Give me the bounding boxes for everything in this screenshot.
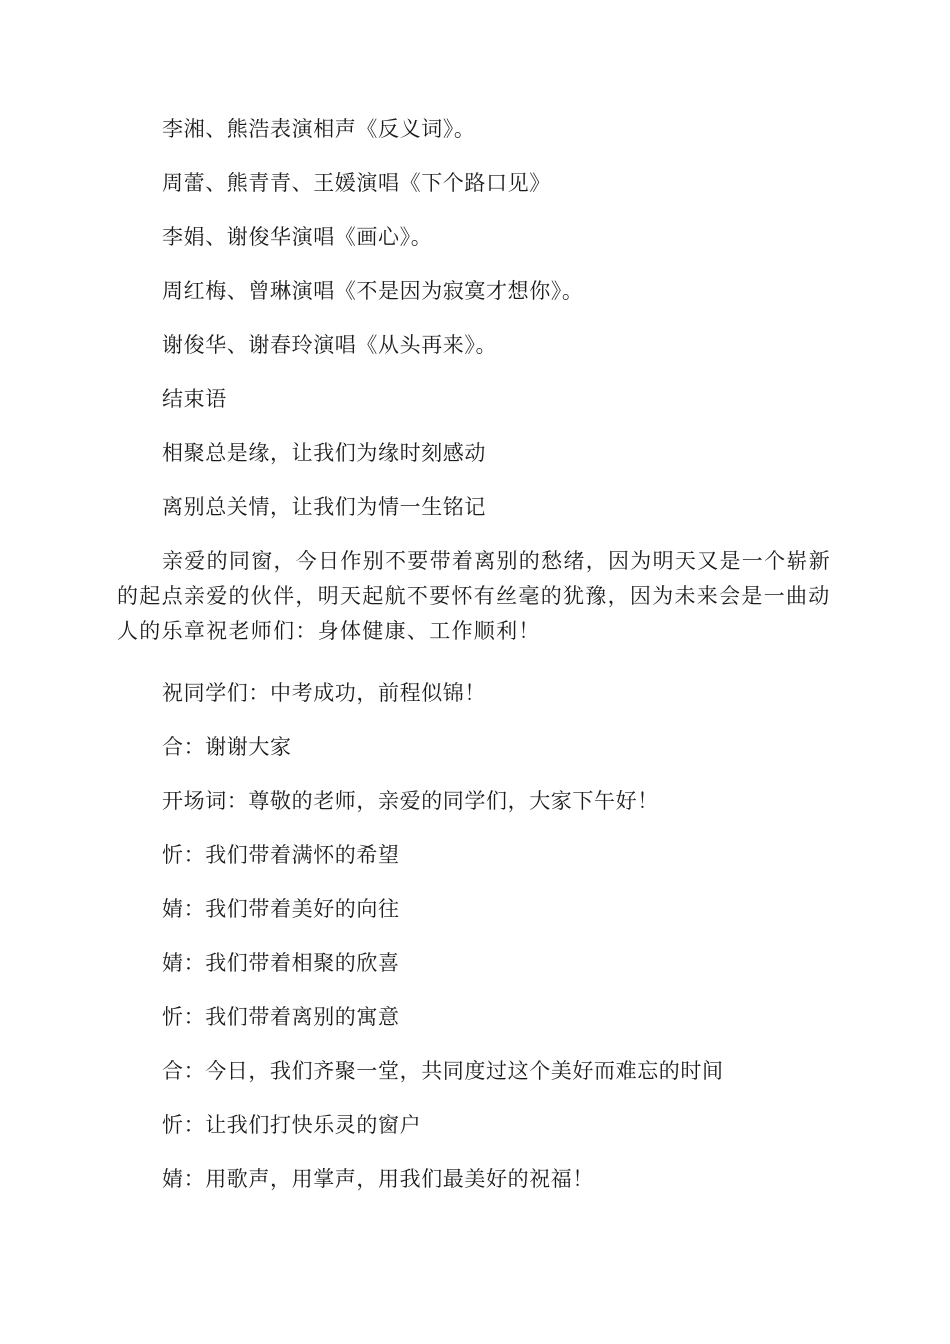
dialogue-line: 婧：用歌声，用掌声，用我们最美好的祝福！	[162, 1167, 594, 1191]
dialogue-line: 合：今日，我们齐聚一堂，共同度过这个美好而难忘的时间	[162, 1059, 724, 1083]
dialogue-line: 婧：我们带着相聚的欣喜	[162, 951, 400, 975]
dialogue-line: 忻：我们带着满怀的希望	[162, 843, 400, 867]
paragraph-crosstalk-antonyms: 李湘、熊浩表演相声《反义词》。	[162, 117, 476, 141]
paragraph-wish-students: 祝同学们：中考成功，前程似锦！	[162, 681, 486, 705]
paragraph-opening-remarks: 开场词：尊敬的老师，亲爱的同学们，大家下午好！	[162, 789, 659, 813]
paragraph-song-start-again: 谢俊华、谢春玲演唱《从头再来》。	[162, 333, 498, 357]
paragraph-song-next-crossing: 周蕾、熊青青、王媛演唱《下个路口见》	[162, 171, 551, 195]
paragraph-song-not-lonely: 周红梅、曾琳演唱《不是因为寂寞才想你》。	[162, 279, 584, 303]
dialogue-line: 忻：我们带着离别的寓意	[162, 1005, 400, 1029]
section-heading-closing: 结束语	[162, 387, 227, 411]
paragraph-thanks-all: 合：谢谢大家	[162, 735, 292, 759]
paragraph-song-painted-heart: 李娟、谢俊华演唱《画心》。	[162, 225, 433, 249]
paragraph-gathering-fate: 相聚总是缘，让我们为缘时刻感动	[162, 441, 486, 465]
paragraph-farewell-classmates: 亲爱的同窗，今日作别不要带着离别的愁绪，因为明天又是一个崭新的起点亲爱的伙伴，明天起航不要怀有丝毫的犹豫，因为未来会是一曲动人的乐章祝老师们：身体健康、工作顺利！	[117, 549, 831, 643]
dialogue-line: 婧：我们带着美好的向往	[162, 897, 400, 921]
dialogue-line: 忻：让我们打快乐灵的窗户	[162, 1113, 422, 1137]
paragraph-parting-feelings: 离别总关情，让我们为情一生铭记	[162, 495, 486, 519]
